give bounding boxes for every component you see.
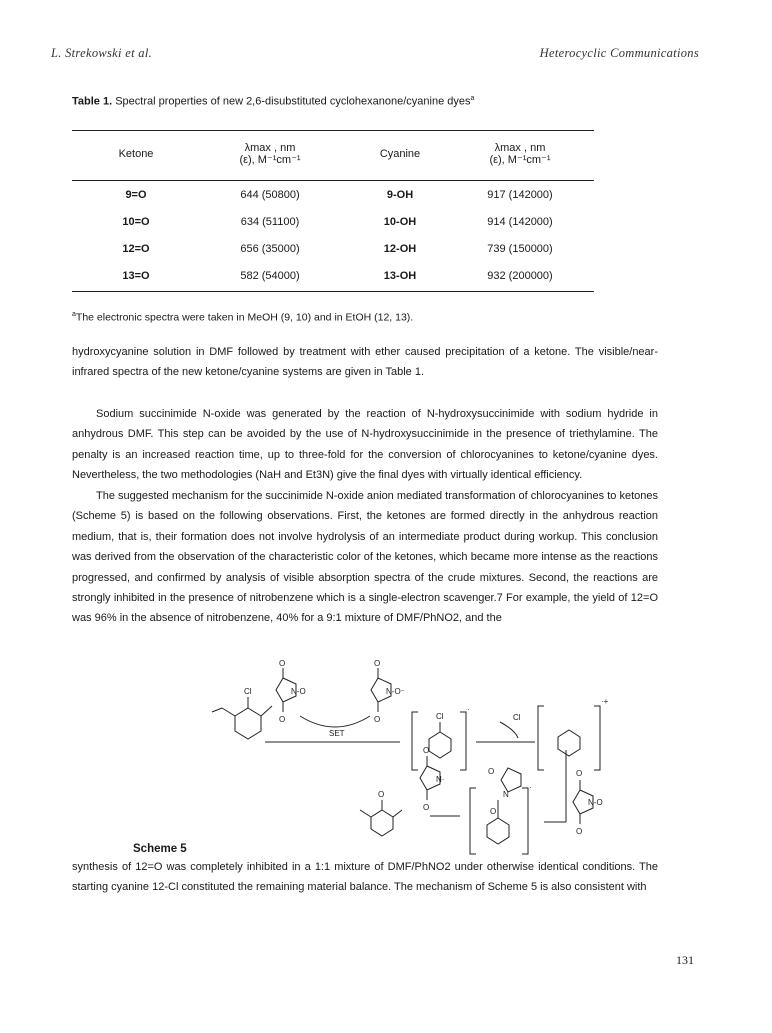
- cell-ketone-abs: 634 (51100): [240, 216, 300, 228]
- atom-label-o: O: [576, 769, 583, 778]
- page-number: 131: [676, 953, 694, 967]
- chlorocyanine-structure: [212, 697, 272, 739]
- radical-mark: ·: [467, 705, 470, 714]
- table-caption: [72, 95, 474, 108]
- atom-label-n-radical: N·: [436, 775, 445, 784]
- atom-label-o: O: [374, 715, 381, 724]
- cell-ketone: 12=O: [122, 243, 150, 255]
- atom-label-o: O: [279, 659, 286, 668]
- cell-cyanine-abs: 739 (150000): [487, 243, 553, 255]
- scheme-5-diagram: [0, 650, 772, 870]
- table-top-rule: [72, 130, 594, 131]
- body-paragraph: synthesis of 12=O was completely inhibited in a 1:1 mixture of DMF/PhNO2 under otherwise identical conditions. The starting cyanine 12-Cl constituted the remaining material balance. The mechanism of Scheme 5 is also consistent with: [72, 861, 658, 894]
- atom-label-n-o-minus: N-O⁻: [386, 687, 405, 696]
- cell-ketone-abs: 582 (54000): [240, 270, 300, 282]
- cell-ketone-abs: 644 (50800): [240, 189, 300, 201]
- body-paragraph: hydroxycyanine solution in DMF followed by treatment with ether caused precipitation of a ketone. The visible/near-infrared spectra of the new ketone/cyanine systems are given in Table 1.: [72, 346, 658, 379]
- cell-ketone-abs: 656 (35000): [240, 243, 300, 255]
- atom-label-o: O: [488, 767, 495, 776]
- table-footnote-mark: a: [72, 311, 76, 318]
- scheme-label: Scheme 5: [133, 843, 187, 855]
- col-header-cyanine: [355, 148, 445, 160]
- cell-cyanine-abs: 914 (142000): [487, 216, 553, 228]
- running-header-authors: L. Strekowski et al.: [51, 46, 153, 60]
- table-bottom-rule: [72, 291, 594, 292]
- atom-label-o: O: [576, 827, 583, 836]
- cell-ketone: 9=O: [125, 189, 147, 201]
- col-header-cyanine-text: Cyanine: [379, 148, 421, 160]
- cell-cyanine: 12-OH: [383, 243, 417, 255]
- atom-label-cl: Cl: [436, 712, 444, 721]
- table-caption-text: Spectral properties of new 2,6-disubstituted cyclohexanone/cyanine dyes: [115, 95, 471, 108]
- table-caption-mark: a: [470, 95, 475, 102]
- cell-ketone: 10=O: [122, 216, 150, 228]
- body-paragraph: Sodium succinimide N-oxide was generated by the reaction of N-hydroxysuccinimide with sodium hydride in anhydrous DMF. This step can be avoided by the use of N-hydroxysuccinimide in the presence of triethylamine. The penalty is an increased reaction time, up to three-fold for the conversion of chlorocyanines to ketone/cyanine dyes. Nevertheless, the two methodologies (NaH and Et3N) give the final dyes with virtually identical efficiency.: [72, 408, 658, 482]
- col-header-cyanine-abs-line1: λmax , nm: [494, 142, 546, 154]
- atom-label-o: O: [490, 807, 497, 816]
- radical-mark: ·: [529, 783, 532, 792]
- cell-cyanine: 9-OH: [386, 189, 414, 201]
- atom-label-o: O: [374, 659, 381, 668]
- body-paragraph: The suggested mechanism for the succinimide N-oxide anion mediated transformation of chlorocyanines to ketones (Scheme 5) is based on the following observations. First, the ketones are formed directly in the anhydrous reaction medium, that is, their formation does not involve hydrolysis of an intermediate product during workup. This conclusion was derived from the observation of the characteristic color of the ketones, which became more intense as the reactions progressed, and confirmed by analysis of visible absorption spectra of the crude mixtures. Second, the reactions are strongly inhibited in the presence of nitrobenzene which is a single-electron scavenger.7 For example, the yield of 12=O was 96% in the absence of nitrobenzene, 40% for a 9:1 mixture of DMF/PhNO2, and the: [72, 490, 658, 625]
- cell-cyanine: 10-OH: [383, 216, 417, 228]
- set-label: SET: [329, 729, 345, 738]
- atom-label-n-o: N-O: [588, 798, 603, 807]
- set-curved-arrow: [300, 716, 370, 727]
- cell-cyanine-abs: 917 (142000): [487, 189, 553, 201]
- cell-cyanine: 13-OH: [383, 270, 417, 282]
- col-header-ketone-abs-line1: λmax , nm: [244, 142, 296, 154]
- col-header-cyanine-abs: [460, 142, 580, 166]
- col-header-ketone: [100, 148, 172, 160]
- atom-label-o: O: [279, 715, 286, 724]
- atom-label-n: N: [503, 790, 509, 799]
- col-header-cyanine-abs-line2: (ε), M⁻¹cm⁻¹: [489, 154, 551, 166]
- atom-label-o: O: [378, 790, 385, 799]
- table-header-rule: [72, 180, 594, 181]
- atom-label-n-o: N-O: [291, 687, 306, 696]
- table-caption-label: Table 1.: [72, 95, 113, 108]
- table-footnote: [72, 311, 413, 324]
- radical-cation-mark: ·+: [601, 697, 609, 706]
- col-header-ketone-text: Ketone: [118, 148, 154, 160]
- atom-label-o: O: [423, 803, 430, 812]
- cell-ketone: 13=O: [122, 270, 150, 282]
- atom-label-cl: Cl: [513, 713, 521, 722]
- col-header-ketone-abs-line2: (ε), M⁻¹cm⁻¹: [239, 154, 301, 166]
- running-header-journal: Heterocyclic Communications: [539, 46, 699, 60]
- col-header-ketone-abs: [210, 142, 330, 166]
- atom-label-cl: Cl: [244, 687, 252, 696]
- atom-label-o: O: [423, 746, 430, 755]
- cell-cyanine-abs: 932 (200000): [487, 270, 553, 282]
- table-footnote-text: The electronic spectra were taken in MeOH (9, 10) and in EtOH (12, 13).: [75, 311, 414, 324]
